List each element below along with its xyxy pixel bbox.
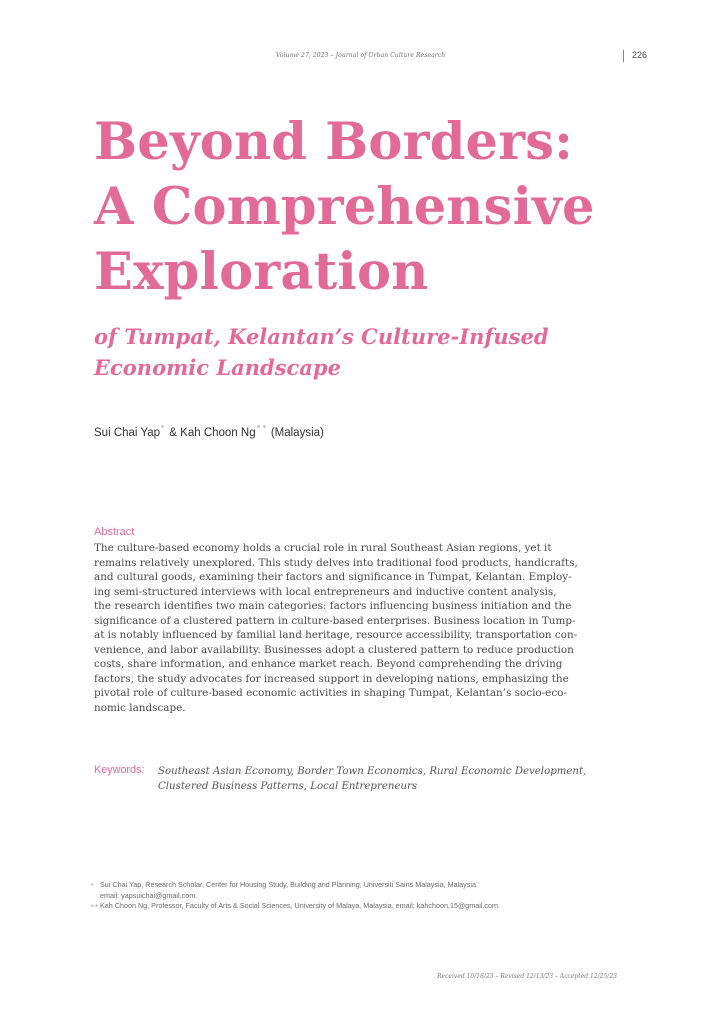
abstract-line: significance of a clustered pattern in culture-based enterprises. Business location in Tump- [94,614,576,627]
author-country: (Malaysia) [270,427,324,439]
submission-history: Received 10/18/23 – Revised 12/13/23 – Accepted 12/25/23 [437,973,617,980]
page-number: 226 [632,50,648,60]
abstract-line: pivotal role of culture-based economic activities in shaping Tumpat, Kelantan’s socio-eco- [94,687,567,699]
title-line: A Comprehensive [94,177,595,237]
abstract-line: The culture-based economy holds a crucial role in rural Southeast Asian regions, yet it [94,542,552,554]
abstract-line: venience, and labor availability. Businesses adopt a clustered pattern to reduce production [94,643,574,656]
abstract-line: costs, share information, and enhance market reach. Beyond comprehending the driving [94,658,563,670]
keywords-label: Keywords: [94,764,145,776]
abstract-line: nomic landscape. [94,701,186,714]
footnote-line: email: yapsuichai@gmail.com. [100,890,198,900]
running-head [0,52,720,66]
abstract-line: factors, the study advocates for increased support in developing nations, emphasizing the [94,672,569,685]
footnote-line: Sui Chai Yap, Research Scholar, Center for Housing Study, Building and Planning, Universiti Sains Malaysia, Malaysia. [100,880,478,889]
abstract-text [94,541,624,715]
footnote-mark: ++ [90,901,99,910]
abstract-line: and cultural goods, examining their factors and significance in Tumpat, Kelantan. Employ- [94,571,572,583]
footnote-marker [257,425,260,428]
article-subtitle [94,321,654,383]
author-line [94,425,324,439]
footnote-marker [263,425,266,428]
author-connector: & [169,427,177,439]
subtitle-line: of Tumpat, Kelantan’s Culture-Infused [94,324,549,349]
footnote-marker [161,425,164,428]
keywords-line: Southeast Asian Economy, Border Town Economics, Rural Economic Development, [158,766,587,777]
footnote-mark: + [90,880,95,889]
title-line: Exploration [94,242,429,302]
abstract-line: at is notably influenced by familial land heritage, resource accessibility, transportation con- [94,629,578,641]
author-name: Sui Chai Yap [94,427,161,439]
abstract-line: ing semi-structured interviews with local entrepreneurs and inductive content analysis, [94,585,557,598]
footnote-line: Kah Choon Ng, Professor, Faculty of Arts & Social Sciences, University of Malaya, Malaysia. email: kahchoon.15@gmail.com. [100,901,500,910]
abstract-line: remains relatively unexplored. This study delves into traditional food products, handicrafts, [94,556,578,569]
keywords-line: Clustered Business Patterns, Local Entrepreneurs [158,781,418,792]
abstract-heading: Abstract [94,526,135,538]
footnote [88,880,628,901]
title-line: Beyond Borders: [94,112,574,172]
subtitle-line: Economic Landscape [94,355,341,380]
keywords-list [158,764,586,794]
journal-name: Volume 27, 2023 – Journal of Urban Culture Research [276,52,446,59]
footnote [88,901,628,912]
footnotes [88,880,628,912]
author-name: Kah Choon Ng [180,427,256,439]
abstract-line: the research identifies two main categories: factors influencing business initiation and the [94,600,572,612]
article-title [94,110,694,305]
